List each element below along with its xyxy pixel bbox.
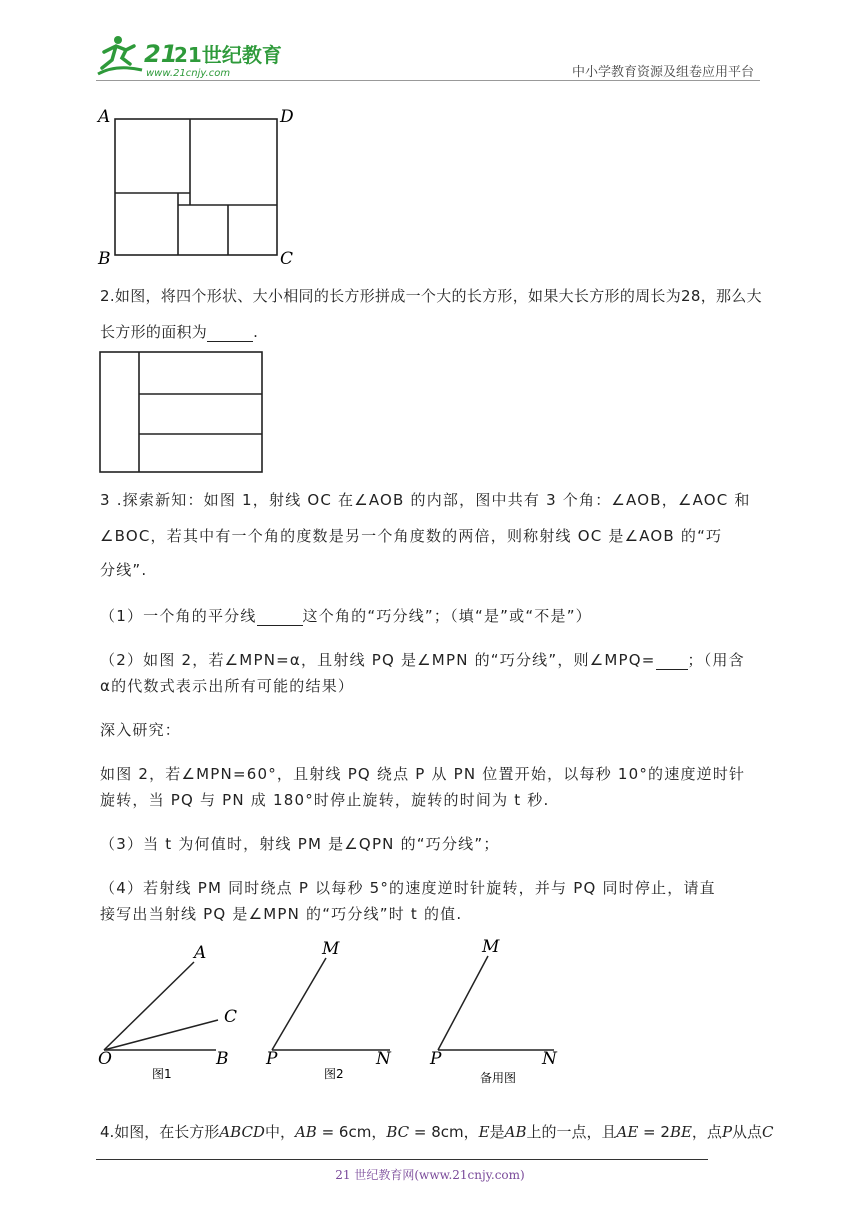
figure-backup-angle-mpn bbox=[429, 937, 558, 1085]
q3-part2-line2: α的代数式表示出所有可能的结果） bbox=[100, 677, 355, 695]
q4-ae: AE bbox=[616, 1123, 639, 1141]
four-rectangles-figure bbox=[98, 350, 266, 476]
q3-deep-line2: 旋转，当 PQ 与 PN 成 180°时停止旋转，旋转的时间为 t 秒. bbox=[100, 791, 550, 809]
q4-eq: = 2 bbox=[638, 1123, 670, 1141]
platform-tagline: 中小学教育资源及组卷应用平台 bbox=[571, 65, 754, 80]
figure-1-caption: 图1 bbox=[152, 1067, 172, 1081]
q4-text: 上的一点，且 bbox=[526, 1123, 617, 1141]
label-o: O bbox=[98, 1049, 112, 1069]
label-d: D bbox=[280, 107, 294, 127]
q4-text: ，点 bbox=[691, 1123, 722, 1141]
page-header bbox=[96, 34, 760, 82]
label-b: B bbox=[98, 249, 111, 269]
q4-bc: BC bbox=[386, 1123, 410, 1141]
q4-ab: AB bbox=[504, 1123, 527, 1141]
figure-2-caption: 图2 bbox=[324, 1067, 344, 1081]
q4-p: P bbox=[721, 1123, 733, 1141]
q4-bc-value: = 8cm， bbox=[409, 1123, 479, 1141]
q3-part2-rest: ；（用含 bbox=[687, 651, 745, 669]
figure-1-angle-aob bbox=[98, 943, 237, 1081]
angle-figures bbox=[94, 937, 574, 1090]
q4-be: BE bbox=[669, 1123, 692, 1141]
q3-part1 bbox=[100, 606, 592, 626]
q4-text: 从点 bbox=[732, 1123, 763, 1141]
q4-ab-value: = 6cm， bbox=[316, 1123, 387, 1141]
q4-ab: AB bbox=[294, 1123, 317, 1141]
q4-text: 中， bbox=[264, 1123, 295, 1141]
q3-part2-line1 bbox=[100, 650, 745, 670]
header-divider bbox=[96, 80, 760, 81]
q3-intro-line1: 3 .探索新知：如图 1，射线 OC 在∠AOB 的内部，图中共有 3 个角：∠AOB，∠AOC 和 bbox=[100, 491, 751, 509]
figure-backup-caption: 备用图 bbox=[480, 1071, 517, 1085]
label-n: N bbox=[542, 1049, 557, 1069]
q3-intro-line2: ∠BOC，若其中有一个角的度数是另一个角度数的两倍，则称射线 OC 是∠AOB 的“巧 bbox=[100, 527, 723, 545]
footer-divider bbox=[96, 1159, 708, 1160]
answer-blank bbox=[656, 655, 688, 670]
label-n: N bbox=[376, 1049, 391, 1069]
q3-part1-rest: 这个角的“巧分线”；（填“是”或“不是”） bbox=[302, 607, 592, 625]
q2-line2 bbox=[100, 322, 258, 342]
q4-line1 bbox=[100, 1122, 774, 1142]
q3-part2-text: （2）如图 2，若∠MPN=α，且射线 PQ 是∠MPN 的“巧分线”，则∠MPQ= bbox=[100, 651, 656, 669]
q3-part4-line2: 接写出当射线 PQ 是∠MPN 的“巧分线”时 t 的值. bbox=[100, 905, 463, 923]
label-p: P bbox=[430, 1049, 442, 1069]
q3-intro-line3: 分线”. bbox=[100, 561, 148, 579]
q3-part3: （3）当 t 为何值时，射线 PM 是∠QPN 的“巧分线”； bbox=[100, 835, 500, 853]
q2-period: . bbox=[253, 323, 259, 341]
label-p: P bbox=[266, 1049, 278, 1069]
label-a: A bbox=[194, 943, 207, 963]
svg-text:www.21cnjy.com: www.21cnjy.com bbox=[146, 68, 231, 79]
svg-text:21世纪教育: 21世纪教育 bbox=[174, 43, 282, 67]
label-a: A bbox=[98, 107, 111, 127]
label-b: B bbox=[216, 1049, 229, 1069]
figure-2-angle-mpn bbox=[265, 939, 392, 1081]
q3-deep-line1: 如图 2，若∠MPN=60°，且射线 PQ 绕点 P 从 PN 位置开始，以每秒 10°的速度逆时针 bbox=[100, 765, 746, 783]
q4-rect-name: ABCD bbox=[219, 1123, 265, 1141]
label-c: C bbox=[280, 249, 294, 269]
footer-site-link[interactable]: 21 世纪教育网(www.21cnjy.com) bbox=[335, 1168, 525, 1182]
q3-part1-text: （1）一个角的平分线 bbox=[100, 607, 257, 625]
site-logo bbox=[96, 34, 282, 80]
q3-part4-line1: （4）若射线 PM 同时绕点 P 以每秒 5°的速度逆时针旋转，并与 PQ 同时停止，请直 bbox=[100, 879, 716, 897]
answer-blank bbox=[207, 327, 253, 342]
answer-blank bbox=[257, 611, 303, 626]
q4-e: E bbox=[478, 1123, 490, 1141]
label-m: M bbox=[322, 939, 340, 959]
q3-deep-heading: 深入研究： bbox=[100, 721, 182, 739]
rectangle-abcd-figure bbox=[96, 104, 316, 270]
svg-text:21: 21 bbox=[144, 40, 178, 68]
q2-line2-text: 长方形的面积为 bbox=[100, 323, 208, 341]
q2-line1: 2.如图，将四个形状、大小相同的长方形拼成一个大的长方形，如果大长方形的周长为28，那么大 bbox=[100, 287, 762, 305]
q4-text: 是 bbox=[489, 1123, 505, 1141]
q4-c: C bbox=[762, 1123, 774, 1141]
label-m: M bbox=[482, 937, 500, 957]
label-c: C bbox=[224, 1007, 238, 1027]
runner-icon bbox=[98, 36, 142, 74]
q4-prefix: 4.如图，在长方形 bbox=[100, 1123, 220, 1141]
